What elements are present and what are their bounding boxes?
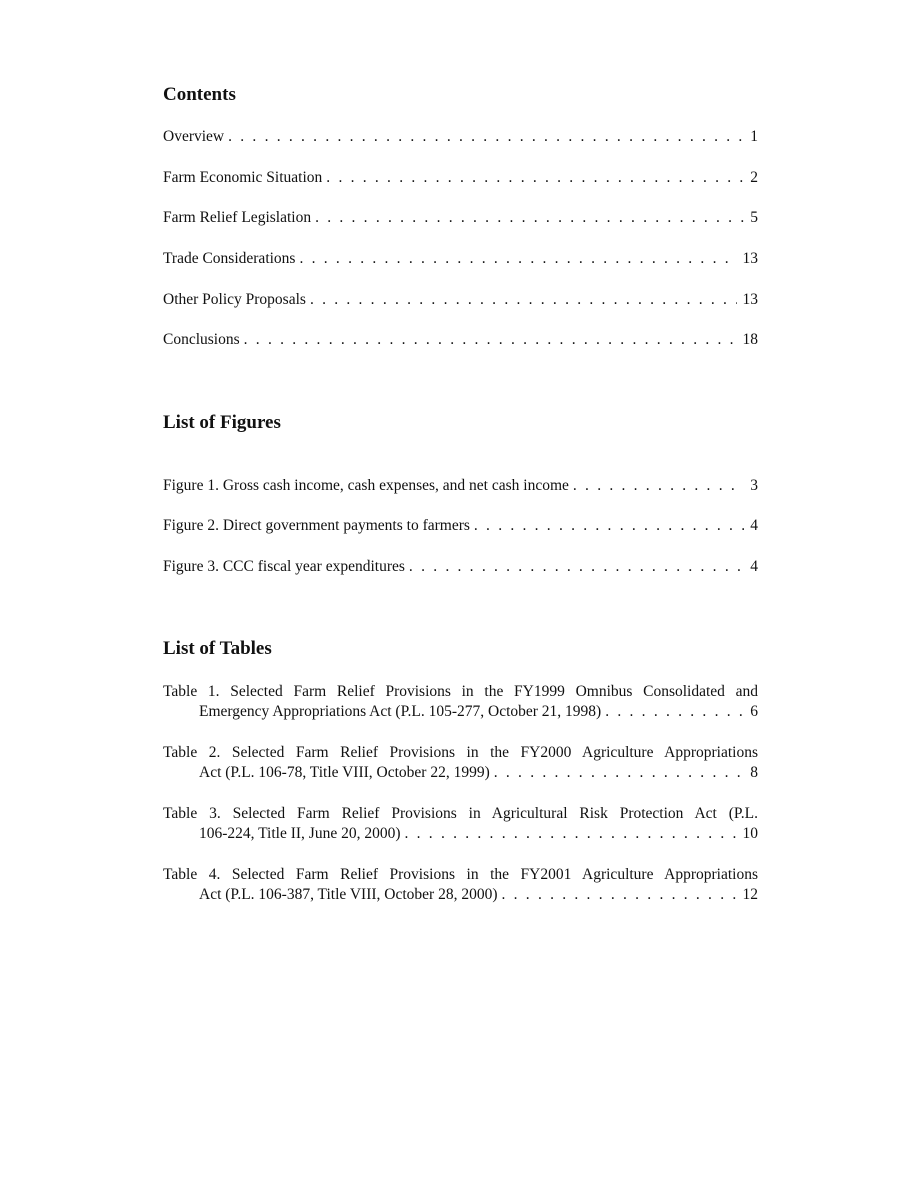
dot-leader [315,208,744,228]
toc-entry-label: Farm Relief Legislation [163,209,312,226]
toc-entry-farm-economic-situation[interactable] [163,168,758,188]
toc-entry-label: Trade Considerations [163,250,296,267]
figure-entry-label: Figure 2. Direct government payments to farmers [163,517,470,534]
toc-entry-other-policy-proposals[interactable] [163,290,758,310]
dot-leader [405,824,737,844]
dot-leader [326,168,744,188]
toc-entry-page: 1 [750,128,758,145]
table-entry-line2: Act (P.L. 106-78, Title VIII, October 22, 1999) [199,764,490,781]
table-entry-page: 6 [750,703,758,720]
dot-leader [502,885,737,905]
table-entry-4[interactable] [163,865,758,905]
table-entry-line2: 106-224, Title II, June 20, 2000) [199,825,401,842]
table-entry-page: 10 [742,825,758,842]
table-entry-line1: Table 4. Selected Farm Relief Provisions in the FY2001 Agriculture Appropriations [163,866,758,883]
figure-entry-1[interactable] [163,476,758,496]
toc-entry-label: Other Policy Proposals [163,291,306,308]
figure-entry-page: 4 [750,517,758,534]
toc-entry-page: 5 [750,209,758,226]
toc-entry-page: 13 [742,250,758,267]
contents-heading: Contents [163,84,236,105]
toc-entry-page: 13 [742,291,758,308]
table-entry-1[interactable] [163,682,758,722]
dot-leader [299,249,736,269]
toc-entry-conclusions[interactable] [163,330,758,350]
toc-entry-trade-considerations[interactable] [163,249,758,269]
table-entry-line1: Table 2. Selected Farm Relief Provisions in the FY2000 Agriculture Appropriations [163,744,758,761]
toc-entry-label: Farm Economic Situation [163,169,323,186]
table-entry-line1: Table 1. Selected Farm Relief Provisions in the FY1999 Omnibus Consolidated and [163,683,758,700]
figure-entry-2[interactable] [163,516,758,536]
dot-leader [244,330,737,350]
table-entry-page: 8 [750,764,758,781]
table-entry-2[interactable] [163,743,758,783]
figure-entry-label: Figure 3. CCC fiscal year expenditures [163,558,405,575]
dot-leader [310,290,737,310]
toc-entry-page: 2 [750,169,758,186]
dot-leader [494,763,745,783]
dot-leader [474,516,744,536]
toc-entry-label: Conclusions [163,331,240,348]
table-entry-page: 12 [742,886,758,903]
toc-entry-label: Overview [163,128,225,145]
table-entry-line2: Act (P.L. 106-387, Title VIII, October 28, 2000) [199,886,498,903]
figure-entry-3[interactable] [163,557,758,577]
dot-leader [409,557,744,577]
dot-leader [605,702,744,722]
table-entry-line2: Emergency Appropriations Act (P.L. 105-277, October 21, 1998) [199,703,602,720]
table-entry-3[interactable] [163,804,758,844]
figures-heading: List of Figures [163,412,281,433]
tables-heading: List of Tables [163,638,272,659]
toc-entry-page: 18 [742,331,758,348]
toc-entry-farm-relief-legislation[interactable] [163,208,758,228]
figure-entry-page: 4 [750,558,758,575]
dot-leader [228,127,744,147]
table-entry-line1: Table 3. Selected Farm Relief Provisions in Agricultural Risk Protection Act (P.L. [163,805,758,822]
figure-entry-page: 3 [750,477,758,494]
figure-entry-label: Figure 1. Gross cash income, cash expenses, and net cash income [163,477,569,494]
toc-entry-overview[interactable] [163,127,758,147]
dot-leader [573,476,744,496]
